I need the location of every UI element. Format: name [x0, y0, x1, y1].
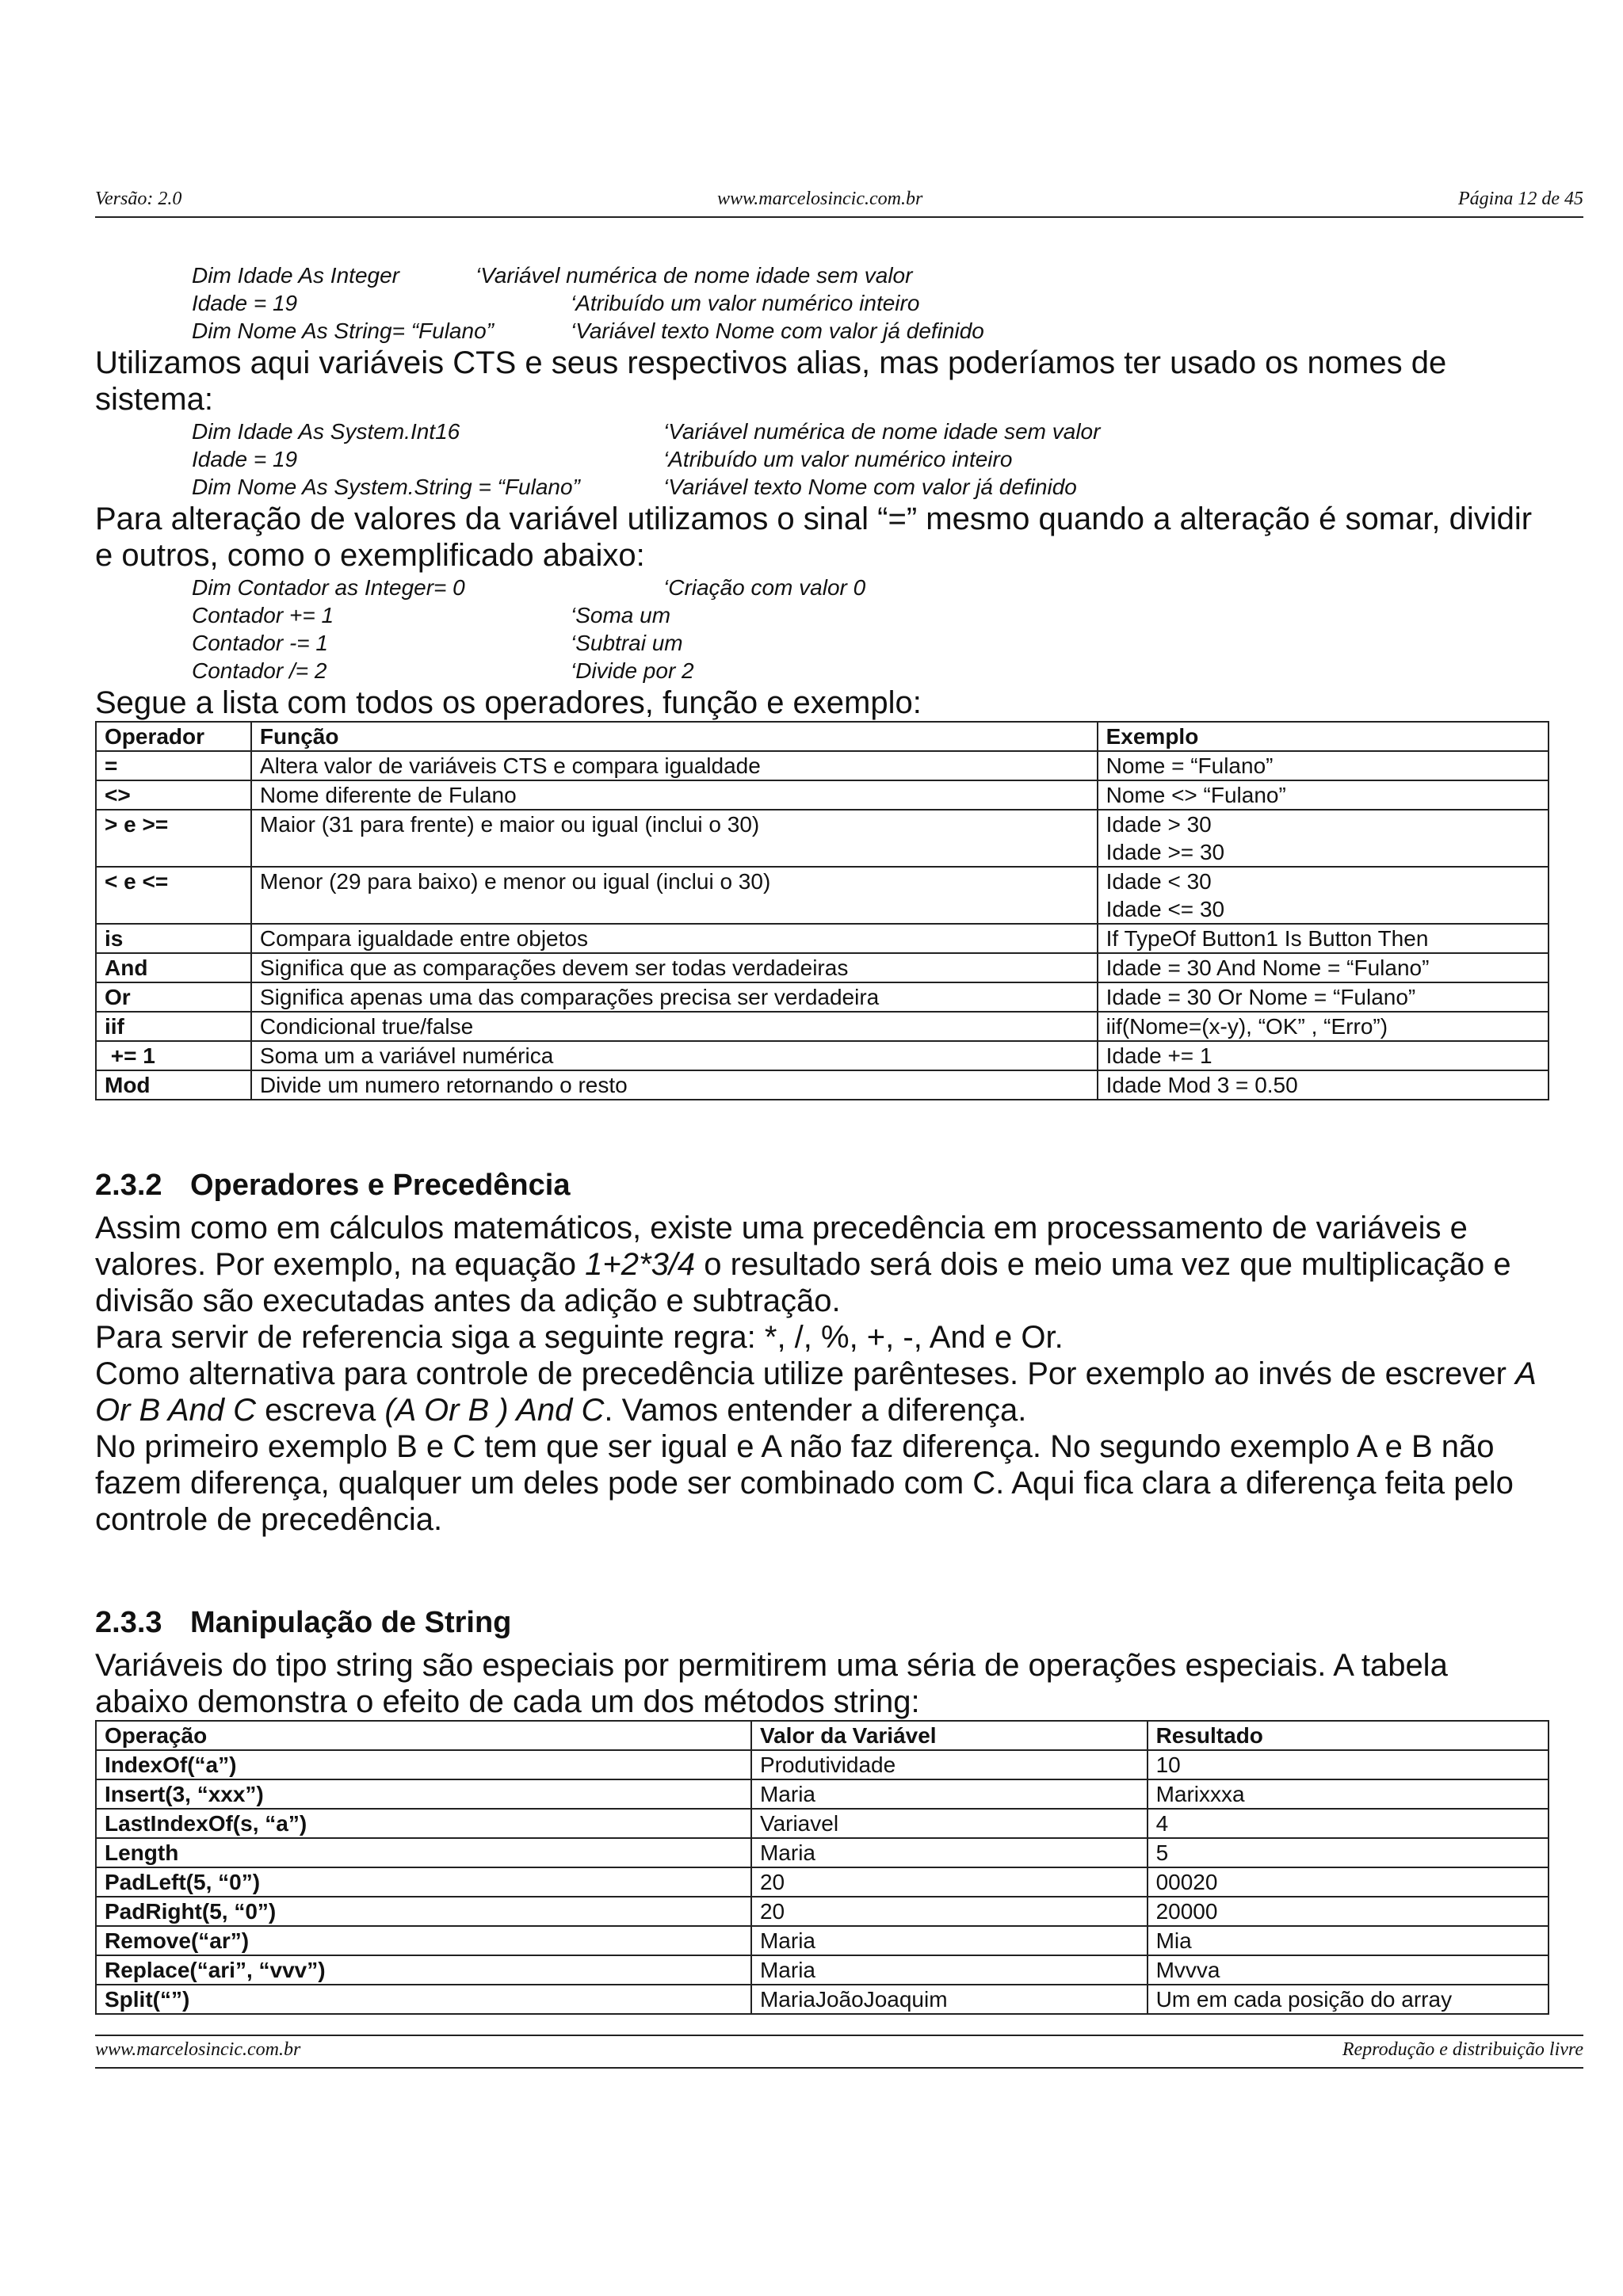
code-text: Dim Idade As System.Int16: [192, 419, 460, 444]
code-line: [95, 445, 1549, 473]
function-cell: Maior (31 para frente) e maior ou igual (inclui o 30): [251, 810, 1098, 867]
code-text: Contador += 1: [192, 603, 334, 627]
code-line: [95, 418, 1549, 445]
paragraph-string-intro: Variáveis do tipo string são especiais por permitirem uma séria de operações especiais. A tabela abaixo demonstra o efeito de cada um dos métodos string:: [95, 1648, 1448, 1719]
code-comment: ‘Criação com valor 0: [663, 575, 866, 600]
value-cell: MariaJoãoJoaquim: [751, 1985, 1148, 2014]
operation-cell: Length: [96, 1838, 751, 1867]
expression-text: A Or B And C: [95, 1356, 1536, 1428]
example-cell: Idade Mod 3 = 0.50: [1098, 1070, 1549, 1100]
value-cell: Produtividade: [751, 1750, 1148, 1779]
column-header: Operação: [96, 1721, 751, 1750]
result-cell: Mia: [1148, 1926, 1549, 1955]
header-page-number: Página 12 de 45: [1458, 189, 1583, 209]
paragraph-parentheses: [95, 1356, 1549, 1428]
page-content: [95, 261, 1549, 2015]
table-row: [96, 1809, 1549, 1838]
string-methods-table: [95, 1720, 1549, 2015]
value-cell: Maria: [751, 1838, 1148, 1867]
function-cell: Altera valor de variáveis CTS e compara igualdade: [251, 751, 1098, 780]
value-cell: Maria: [751, 1926, 1148, 1955]
result-cell: 00020: [1148, 1867, 1549, 1897]
code-line: [95, 289, 1549, 317]
example-line: Idade < 30: [1106, 869, 1212, 894]
table-header-row: [96, 722, 1549, 751]
footer-license: Reprodução e distribuição livre: [1342, 2039, 1583, 2060]
example-cell: Idade += 1: [1098, 1041, 1549, 1070]
section-title: Manipulação de String: [190, 1606, 512, 1639]
code-block-1: [95, 261, 1549, 345]
code-line: [95, 629, 1549, 657]
paragraph-operators-intro: Segue a lista com todos os operadores, função e exemplo:: [95, 685, 922, 720]
code-text: Contador /= 2: [192, 658, 327, 683]
paragraph-precedence-explanation: No primeiro exemplo B e C tem que ser igual e A não faz diferença. No segundo exemplo A e B não fazem diferença, qualquer um deles pode ser combinado com C. Aqui fica clara a diferença feita pelo controle de precedência.: [95, 1429, 1514, 1537]
operation-cell: Replace(“ari”, “vvv”): [96, 1955, 751, 1985]
code-text: Dim Idade As Integer: [192, 263, 399, 288]
example-cell: If TypeOf Button1 Is Button Then: [1098, 924, 1549, 953]
code-comment: ‘Variável texto Nome com valor já definido: [663, 475, 1077, 499]
header-version: Versão: 2.0: [95, 189, 182, 209]
value-cell: Maria: [751, 1779, 1148, 1809]
value-cell: 20: [751, 1867, 1148, 1897]
header-website: www.marcelosincic.com.br: [717, 189, 923, 209]
table-row: [96, 1985, 1549, 2014]
operation-cell: LastIndexOf(s, “a”): [96, 1809, 751, 1838]
column-header: Função: [251, 722, 1098, 751]
column-header: Resultado: [1148, 1721, 1549, 1750]
table-row: [96, 1955, 1549, 1985]
paragraph-cts-alias: Utilizamos aqui variáveis CTS e seus respectivos alias, mas poderíamos ter usado os nomes de sistema:: [95, 345, 1447, 417]
table-row: [96, 1070, 1549, 1100]
function-cell: Compara igualdade entre objetos: [251, 924, 1098, 953]
example-cell: [1098, 867, 1549, 924]
example-cell: Idade = 30 And Nome = “Fulano”: [1098, 953, 1549, 982]
operator-cell: <>: [96, 780, 251, 810]
table-row: [96, 1926, 1549, 1955]
operation-cell: PadLeft(5, “0”): [96, 1867, 751, 1897]
operation-cell: Insert(3, “xxx”): [96, 1779, 751, 1809]
code-text: Contador -= 1: [192, 631, 328, 655]
example-cell: Nome = “Fulano”: [1098, 751, 1549, 780]
code-line: [95, 317, 1549, 345]
code-comment: ‘Atribuído um valor numérico inteiro: [663, 447, 1013, 471]
table-row: [96, 982, 1549, 1012]
function-cell: Menor (29 para baixo) e menor ou igual (inclui o 30): [251, 867, 1098, 924]
operation-cell: PadRight(5, “0”): [96, 1897, 751, 1926]
example-cell: [1098, 810, 1549, 867]
paragraph-precedence-rule: Para servir de referencia siga a seguinte regra: *, /, %, +, -, And e Or.: [95, 1320, 1064, 1355]
code-text: Idade = 19: [192, 291, 298, 315]
table-row: [96, 1041, 1549, 1070]
table-row: [96, 1012, 1549, 1041]
operation-cell: Split(“”): [96, 1985, 751, 2014]
function-cell: Significa apenas uma das comparações precisa ser verdadeira: [251, 982, 1098, 1012]
code-line: [95, 657, 1549, 685]
table-row: [96, 953, 1549, 982]
operator-cell: += 1: [96, 1041, 251, 1070]
code-line: [95, 601, 1549, 629]
table-row: [96, 1838, 1549, 1867]
table-row: [96, 810, 1549, 867]
page-footer: [95, 2035, 1583, 2069]
operator-cell: And: [96, 953, 251, 982]
operator-cell: > e >=: [96, 810, 251, 867]
function-cell: Soma um a variável numérica: [251, 1041, 1098, 1070]
table-row: [96, 780, 1549, 810]
result-cell: 20000: [1148, 1897, 1549, 1926]
text-run: o resultado será dois e meio uma vez que multiplicação e divisão são executadas antes da adição e subtração.: [95, 1247, 1511, 1318]
section-heading-2-3-3: [95, 1604, 1549, 1641]
function-cell: Condicional true/false: [251, 1012, 1098, 1041]
section-heading-2-3-2: [95, 1167, 1549, 1203]
code-comment: ‘Subtrai um: [571, 631, 683, 655]
equation-text: 1+2*3/4: [585, 1247, 696, 1282]
function-cell: Nome diferente de Fulano: [251, 780, 1098, 810]
code-block-3: [95, 574, 1549, 685]
code-block-2: [95, 418, 1549, 501]
paragraph-assignment: Para alteração de valores da variável utilizamos o sinal “=” mesmo quando a alteração é somar, dividir e outros, como o exemplificado abaixo:: [95, 502, 1533, 573]
text-run: . Vamos entender a diferença.: [604, 1393, 1027, 1428]
example-cell: iif(Nome=(x-y), “OK” , “Erro”): [1098, 1012, 1549, 1041]
code-text: Dim Nome As String= “Fulano”: [192, 318, 494, 343]
table-row: [96, 1867, 1549, 1897]
operators-table: [95, 721, 1549, 1100]
operator-cell: =: [96, 751, 251, 780]
example-line: Idade <= 30: [1106, 897, 1225, 921]
result-cell: Marixxxa: [1148, 1779, 1549, 1809]
code-text: Dim Contador as Integer= 0: [192, 575, 465, 600]
table-row: [96, 924, 1549, 953]
table-row: [96, 1897, 1549, 1926]
operation-cell: IndexOf(“a”): [96, 1750, 751, 1779]
result-cell: Mvvva: [1148, 1955, 1549, 1985]
operator-cell: Or: [96, 982, 251, 1012]
section-title: Operadores e Precedência: [190, 1169, 571, 1202]
column-header: Valor da Variável: [751, 1721, 1148, 1750]
operator-cell: Mod: [96, 1070, 251, 1100]
code-comment: ‘Soma um: [571, 603, 671, 627]
table-row: [96, 867, 1549, 924]
example-line: Idade > 30: [1106, 812, 1212, 837]
operation-cell: Remove(“ar”): [96, 1926, 751, 1955]
result-cell: 4: [1148, 1809, 1549, 1838]
value-cell: Variavel: [751, 1809, 1148, 1838]
table-row: [96, 1779, 1549, 1809]
text-run: escreva: [256, 1393, 385, 1428]
example-line: Idade >= 30: [1106, 840, 1225, 864]
section-number: 2.3.2: [95, 1169, 162, 1202]
code-line: [95, 261, 1549, 289]
code-comment: ‘Variável numérica de nome idade sem valor: [475, 263, 913, 288]
text-run: Assim como em cálculos matemáticos, existe uma precedência em processamento de variáveis e valores. Por exemplo, na equação: [95, 1211, 1468, 1282]
column-header: Exemplo: [1098, 722, 1549, 751]
column-header: Operador: [96, 722, 251, 751]
example-cell: Idade = 30 Or Nome = “Fulano”: [1098, 982, 1549, 1012]
function-cell: Divide um numero retornando o resto: [251, 1070, 1098, 1100]
table-header-row: [96, 1721, 1549, 1750]
value-cell: 20: [751, 1897, 1148, 1926]
example-cell: Nome <> “Fulano”: [1098, 780, 1549, 810]
code-comment: ‘Variável texto Nome com valor já definido: [571, 318, 984, 343]
paragraph-precedence-intro: [95, 1210, 1549, 1319]
code-text: Dim Nome As System.String = “Fulano”: [192, 475, 580, 499]
section-number: 2.3.3: [95, 1606, 162, 1639]
code-comment: ‘Atribuído um valor numérico inteiro: [571, 291, 920, 315]
expression-text: (A Or B ) And C: [384, 1393, 605, 1428]
result-cell: 10: [1148, 1750, 1549, 1779]
page-header: [95, 189, 1583, 218]
code-text: Idade = 19: [192, 447, 298, 471]
operator-cell: is: [96, 924, 251, 953]
result-cell: Um em cada posição do array: [1148, 1985, 1549, 2014]
code-comment: ‘Divide por 2: [571, 658, 694, 683]
result-cell: 5: [1148, 1838, 1549, 1867]
value-cell: Maria: [751, 1955, 1148, 1985]
footer-website: www.marcelosincic.com.br: [95, 2039, 301, 2060]
code-line: [95, 574, 1549, 601]
operator-cell: < e <=: [96, 867, 251, 924]
function-cell: Significa que as comparações devem ser todas verdadeiras: [251, 953, 1098, 982]
table-row: [96, 751, 1549, 780]
operator-cell: iif: [96, 1012, 251, 1041]
table-row: [96, 1750, 1549, 1779]
text-run: Como alternativa para controle de precedência utilize parênteses. Por exemplo ao invés de escrever: [95, 1356, 1516, 1391]
code-comment: ‘Variável numérica de nome idade sem valor: [663, 419, 1101, 444]
code-line: [95, 473, 1549, 501]
